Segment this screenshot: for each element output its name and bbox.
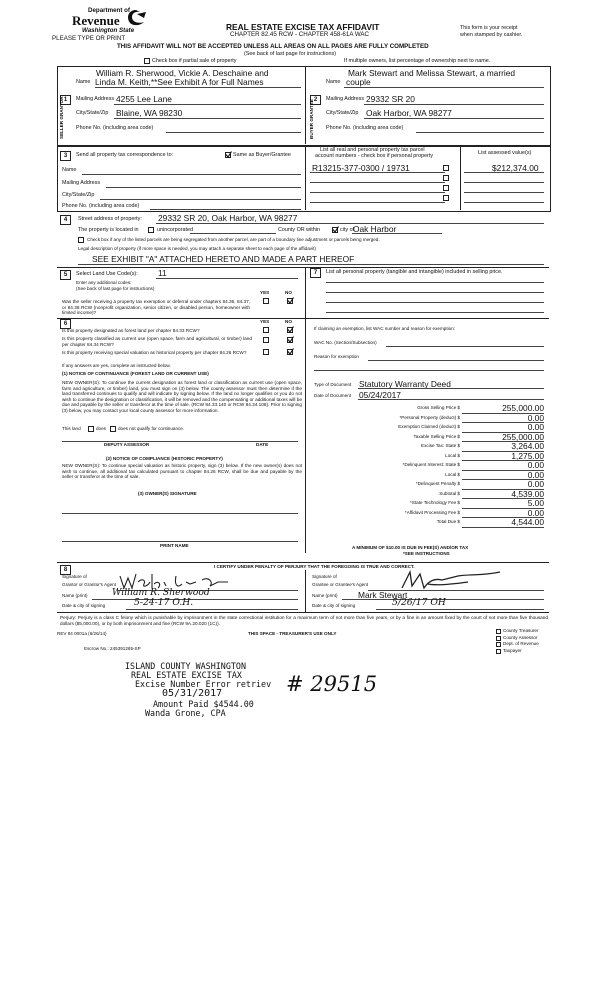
grantee-date-label: Date & city of signing [312,603,356,608]
segregation-checkbox[interactable] [78,237,84,243]
seller-name-line2: Linda M. Keith,**See Exhibit A for Full Names [95,77,264,87]
tax-row-value: 0.00 [527,469,544,480]
legal-description-label: Legal description of property (if more space is needed, you may attach a separate sheet to each page of the affidavit) [78,246,316,251]
copy-label: County Assessor [503,634,538,640]
tax-row-value: 0.00 [527,507,544,518]
minimum-due-line2: *SEE INSTRUCTIONS [403,551,450,556]
seller-mailing: 4255 Lee Lane [116,94,172,104]
section-3-number: 3 [60,151,71,161]
buyer-city-label: City/State/Zip [326,110,359,116]
s5-no-header: NO [285,290,292,295]
assessed-value-header: List assessed value(s) [478,150,532,156]
grantor-print-name: William R. Sherwood [112,587,210,598]
land-use-label: Select Land Use Code(s): [76,271,138,277]
historic-question: Is this property receiving special valuation as historical property per chapter 84.26 RCW? [62,350,247,355]
tax-row-label: Exemption Claimed (deduct) $ [398,424,460,429]
section-6-number: 6 [60,319,71,329]
assessed-value: $212,374.00 [492,163,539,173]
copy-checkbox[interactable] [496,649,501,654]
seller-city-label: City/State/Zip [76,110,109,116]
land-does-label: This land [62,426,81,431]
tax-row-label: Gross Selling Price $ [417,405,460,410]
grantor-date-city: 5-24-17 O.H. [134,597,194,608]
corr-city-label: City/State/Zip [62,192,95,198]
tax-row-value: 255,000.00 [502,403,544,413]
tax-row-value: 255,000.00 [502,431,544,442]
form-warning: THIS AFFIDAVIT WILL NOT BE ACCEPTED UNLESS ALL AREAS ON ALL PAGES ARE FULLY COMPLETED [117,43,429,50]
minimum-due-line1: A MINIMUM OF $10.00 IS DUE IN FEE(S) AND/OR TAX [352,545,469,550]
check-icon [287,348,294,355]
copy-label: County Treasurer [503,628,539,634]
perjury-notice: Perjury: Perjury is a class C felony which is punishable by imprisonment in the state correctional institution for a maximum term of not more than five years, or by a fine in an amount fixed by the court of not more than five thousand dollars ($5,000.00), or by both imprisonment and fine (RCW 9A.20.020 (1C)). [60,615,548,626]
type-or-print: PLEASE TYPE OR PRINT [52,35,126,42]
tax-row-label: Excise Tax: State $ [421,443,460,448]
tax-row-label: *State Technology Fee $ [410,500,460,505]
dept-line1: Department of [88,7,130,14]
stamp-excise-number: Excise Number Error retriev [135,679,272,689]
corr-phone-label: Phone No. (including area code) [62,203,140,209]
grantee-signature [398,568,508,592]
seller-phone-label: Phone No. (including area code) [76,125,154,131]
tax-row-label: *Affidavit Processing Fee $ [404,509,460,515]
section-1-number: 1 [60,95,71,105]
section-4-number: 4 [60,215,71,225]
grantor-sig-label: Signature of [62,574,87,579]
grantee-print-name: Mark Stewart [358,590,408,600]
grantor-date-label: Date & city of signing [62,603,106,608]
unincorporated-checkbox[interactable] [148,227,154,233]
section-5-number: 5 [60,270,71,280]
does-not-label: does not qualify for continuance. [118,426,185,431]
check-icon [287,336,294,343]
unincorporated-label: unincorporated [157,227,193,233]
forest-land-question: Is this property designated as forest land per chapter 84.33 RCW? [62,328,200,333]
personal-property-label: List all personal property (tangible and intangible) included in selling price. [326,269,503,275]
buyer-side-label: BUYER GRANTEE [309,99,314,139]
buyer-name-line2: couple [346,77,371,87]
grantee-date-city: 5/26/17 OH [392,597,446,608]
check-icon [225,151,232,158]
tax-row-value: 4,539.00 [511,488,544,499]
wac-label: WAC No. (Section/Subsection) [314,340,377,345]
located-label: The property is located in [78,227,139,233]
receipt-note-2: when stamped by cashier. [460,32,523,38]
section-7-number: 7 [310,268,321,278]
doc-type-label: Type of Document [314,382,352,387]
grantor-name-label: Name (print) [62,593,88,598]
deputy-assessor-label: DEPUTY ASSESSOR [104,442,150,447]
dept-line3: Washington State [82,27,135,34]
notice-compliance-title: (2) NOTICE OF COMPLIANCE (HISTORIC PROPERTY) [106,456,223,461]
same-as-buyer-label: Same as Buyer/Grantee [233,152,291,158]
tax-row-value: 1,275.00 [511,450,544,461]
if-any-yes: If any answers are yes, complete as instructed below. [62,363,171,368]
tax-row-value: 0.00 [527,422,544,432]
partial-sale-checkbox[interactable] [144,58,150,64]
does-qualify-checkbox[interactable] [88,426,94,432]
notice-continuance-title: (1) NOTICE OF CONTINUANCE (FOREST LAND OR CURRENT USE) [62,371,209,376]
corr-mailing-label: Mailing Address [62,180,101,186]
corr-name-label: Name [62,167,77,173]
section-2-number: 2 [310,95,321,105]
receipt-number: # 29515 [286,672,378,696]
check-icon [287,297,294,304]
personal-property-checkbox-1[interactable] [443,165,449,171]
copy-label: Taxpayer [503,647,522,653]
does-not-qualify-checkbox[interactable] [110,426,116,432]
form-subtitle: CHAPTER 82.45 RCW - CHAPTER 458-61A WAC [230,31,370,38]
tax-row-value: 0.00 [527,479,544,489]
grantee-name-label: Name (print) [312,593,338,598]
section-8-number: 8 [60,565,71,575]
seller-name-line1: William R. Sherwood, Vickie A. Deschaine and [96,68,269,78]
copy-checkbox[interactable] [496,629,501,634]
personal-property-checkbox-3[interactable] [443,185,449,191]
tax-row-label: Local $ [445,471,460,477]
does-label: does [96,426,106,431]
doc-date: 05/24/2017 [359,390,401,400]
copy-checkbox[interactable] [496,642,501,647]
tax-row-label: *Delinquent Interest: State $ [402,462,460,467]
personal-property-checkbox-4[interactable] [443,195,449,201]
form-revision: REV 84 0001a (6/26/14) [57,631,107,636]
personal-property-checkbox-2[interactable] [443,175,449,181]
street-label: Street address of property: [78,216,142,222]
s5-yes-header: YES [260,290,270,295]
buyer-name-label: Name [326,79,341,85]
land-use-code: 11 [158,268,167,278]
tax-row-label: Total Due $ [436,519,460,524]
parcel-header-1: List all real and personal property tax parcel [320,147,425,153]
stamp-signer: Wanda Grone, CPA [145,708,226,718]
deputy-date-label: DATE [256,442,269,447]
stamp-amount: Amount Paid $4544.00 [153,699,254,709]
notice-compliance-text: NEW OWNER(S): To continue special valuation as historic property, sign (3) below. If the new owner(s) does not wish to continue, all additional tax calculated pursuant to chapter 84.26 RCW, shall be due and payable by the seller or transferor at the time of sale. [62,463,302,480]
tax-row-value: 0.00 [527,412,544,423]
check-icon [287,326,294,333]
owners-signature-label: (3) OWNER(S) SIGNATURE [138,491,197,496]
stamp-date: 05/31/2017 [162,688,223,699]
certify-statement: I CERTIFY UNDER PENALTY OF PERJURY THAT THE FOREGOING IS TRUE AND CORRECT. [214,564,415,569]
buyer-mailing: 29332 SR 20 [366,94,415,104]
tax-row-value: 5.00 [527,498,544,508]
seller-side-label: SELLER GRANTOR [59,96,64,139]
reason-label: Reason for exemption [314,354,359,359]
doc-type: Statutory Warranty Deed [359,379,451,389]
parcel-number: R13215-377-0300 / 19731 [312,163,410,173]
tax-row-label: Subtotal $ [439,490,460,496]
tax-row-label: *Delinquent Penalty $ [415,481,460,486]
tax-row-value: 3,264.00 [511,441,544,451]
s5-yes-checkbox[interactable] [263,298,269,304]
form-title: REAL ESTATE EXCISE TAX AFFIDAVIT [226,22,380,32]
seller-mailing-label: Mailing Address [76,96,115,102]
tax-row-label: Local $ [445,452,460,458]
segregation-label: Check box if any of the listed parcels are being segregated from another parcel, are part of a boundary line adjustment or parcels being merged. [87,237,380,242]
dept-line2: Revenue [72,13,120,28]
s6-no-header: NO [285,319,292,324]
treasurer-space: THIS SPACE - TREASURER'S USE ONLY [248,631,337,636]
county-within-label: County OR within [278,227,320,233]
buyer-mailing-label: Mailing Address [326,96,365,102]
additional-codes-2: (See back of last page for instructions) [76,286,155,291]
copy-checkbox[interactable] [496,636,501,641]
print-name-label: PRINT NAME [160,543,189,548]
parcel-header-2: account numbers - check box if personal property [315,153,434,159]
correspondence-label: Send all property tax correspondence to: [76,152,174,158]
partial-sale-label: Check box if partial sale of property [152,58,237,64]
copy-label: Dept. of Revenue [503,641,539,647]
current-use-yes-checkbox[interactable] [263,337,269,343]
city-of-label: city of [340,227,355,233]
buyer-phone-label: Phone No. (including area code) [326,125,404,131]
dor-swoosh-icon [124,8,148,28]
tax-row-underline [462,527,544,528]
forest-yes-checkbox[interactable] [263,327,269,333]
tax-row-value: 0.00 [527,460,544,470]
tax-row-label: *Personal Property (deduct) $ [399,414,460,420]
exemption-question: Was the seller receiving a property tax exemption or deferral under chapters 84.36, 84.37, or 84.38 RCW (nonprofit organization, senior citizen, or disabled person, homeowner with limited income)? [62,299,250,316]
escrow-number: Escrow No.: 245391265-SP [84,646,141,651]
seller-city: Blaine, WA 98230 [116,108,183,118]
grantor-agent-label: Grantor or Grantor's Agent [62,582,116,587]
seller-name-label: Name [76,79,91,85]
legal-description: SEE EXHIBIT "A" ATTACHED HERETO AND MADE A PART HEREOF [92,254,355,264]
see-back-note: (See back of last page for instructions) [244,51,336,57]
tax-row-value: 4,544.00 [511,517,544,527]
receipt-note-1: This form is your receipt [460,25,518,31]
grantee-agent-label: Grantee or Grantee's Agent [312,582,369,587]
stamp-tax: REAL ESTATE EXCISE TAX [131,670,242,680]
property-street: 29332 SR 20, Oak Harbor, WA 98277 [158,213,298,223]
current-use-question: Is this property classified as current use (open space, farm and agricultural, or timber) land per chapter 84.34 RCW? [62,336,252,347]
stamp-county: ISLAND COUNTY WASHINGTON [125,661,247,671]
grantee-sig-label: Signature of [312,574,337,579]
historic-yes-checkbox[interactable] [263,349,269,355]
check-icon [332,226,339,233]
exemption-claim-label: If claiming an exemption, list WAC number and reason for exemption: [314,326,456,331]
buyer-city: Oak Harbor, WA 98277 [366,108,452,118]
buyer-name-line1: Mark Stewart and Melissa Stewart, a married [348,68,516,78]
additional-codes-1: Enter any additional codes: [76,280,132,285]
notice-continuance-text: NEW OWNER(S): To continue the current designation as forest land or classification as current use (open space, farm and agriculture, or timber) land, you must sign on (3) below. The county assessor must then determine if the land transferred continues to qualify and will indicate by signing below. If the land no longer qualifies or you do not wish to continue the designation or classification, it will be removed and the compensating or additional taxes will be due and payable by the seller or transferor at the time of sale. (RCW 84.33.140 or RCW 84.34.108). Prior to signing (3) below, you may contact your local county assessor for more information. [62,380,302,413]
s6-yes-header: YES [260,319,270,324]
property-city: Oak Harbor [353,224,397,234]
tax-row-label: Taxable Selling Price $ [413,433,460,439]
multiple-owners-note: If multiple owners, list percentage of ownership next to name. [344,58,491,64]
doc-date-label: Date of Document [314,393,352,398]
